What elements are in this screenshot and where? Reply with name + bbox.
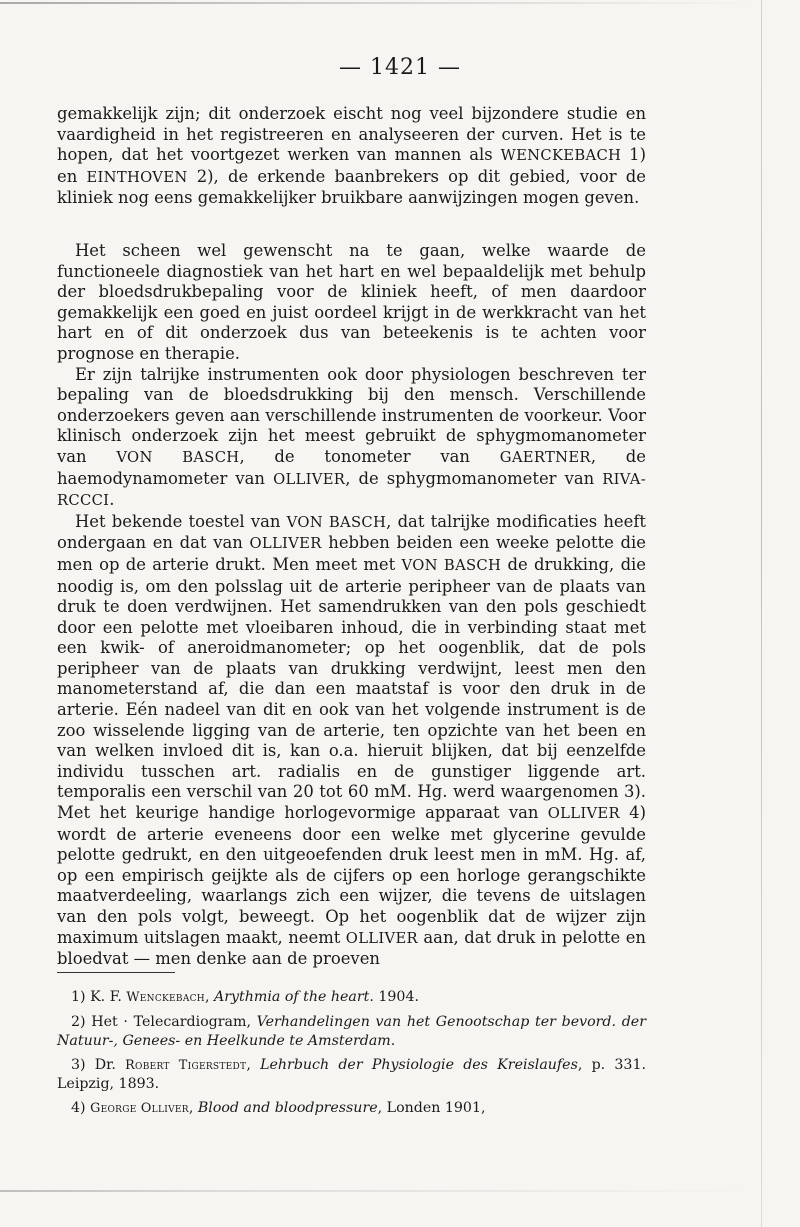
footnote-separator: ,: [246, 1056, 261, 1073]
name-von-basch: VON BASCH: [116, 448, 240, 466]
footnote-4: [57, 1099, 646, 1119]
footnote-author: Het · Telecardiogram,: [91, 1013, 257, 1030]
scan-top-edge: [0, 2, 760, 4]
footnote-title: Blood and bloodpressure: [197, 1099, 378, 1116]
footnote-title: Arythmia of the heart: [213, 989, 370, 1005]
footnote-2: [57, 1013, 646, 1051]
name-einthoven: EINTHOVEN: [86, 168, 188, 186]
footnote-rest: .: [390, 1033, 396, 1050]
text-run: , de tonometer van: [239, 446, 500, 466]
footnote-rest: , Londen 1901,: [377, 1099, 486, 1116]
footnote-author: Dr.: [94, 1056, 126, 1073]
footnote-rest: . 1904.: [369, 989, 419, 1005]
footnote-author: K. F.: [90, 989, 127, 1005]
text-run: 2), de erkende baanbrekers op dit gebied, voor de kliniek nog eens gemakkelijker bruikbare aanwijzingen mogen geven.: [57, 166, 646, 208]
name-von-basch: VON BASCH: [286, 513, 387, 531]
footnote-divider: [57, 972, 175, 973]
text-run: .: [109, 490, 115, 510]
footnotes: [57, 988, 646, 1124]
text-run: 1) en: [57, 145, 646, 186]
footnote-number: 3): [71, 1056, 86, 1073]
body-text: [57, 241, 646, 970]
text-run: Er zijn talrijke instrumenten ook door physiologen beschreven ter bepaling van de bloedsdrukking bij den mensch. Verschillende onderzoekers geven aan verschillende instrumenten de voorkeur. Voor klinisch onderzoek zijn het meest gebruikt de sphygmomanometer van: [57, 364, 646, 466]
footnote-1: [57, 988, 646, 1008]
scan-right-edge: [761, 0, 762, 1227]
text-run: gemakkelijk zijn; dit onderzoek eischt nog veel bijzondere studie en vaardigheid in het registreeren en analyseeren der curven. Het is te hopen, dat het voortgezet werken van mannen als: [57, 104, 646, 165]
footnote-author-name: Wenckebach: [126, 990, 205, 1005]
footnote-number: 1): [71, 989, 86, 1005]
name-olliver: OLLIVER: [547, 805, 620, 823]
text-run: de drukking, die noodig is, om den polsslag uit de arterie peripheer van de plaats van druk te doen verdwijnen. Het samendrukken van den pols geschiedt door een pelotte met vloeibaren inhoud, die in verbinding staat met een kwik- of aneroidmanometer; op het oogenblik, dat de pols peripheer van de plaats van drukking verdwijnt, leest men den manometerstand af, die dan een maatstaf is voor den druk in de arterie. Eén nadeel van dit en ook van het volgende instrument is de zoo wisselende ligging van de arterie, ten opzichte van het been en van welken invloed dit is, kan o.a. hieruit blijken, dat bij eenzelfde individu tusschen art. radialis en de gunstiger liggende art. temporalis een verschil van 20 tot 60 mM. Hg. werd waargenomen 3). Met het keurige handige horlogevormige apparaat van: [57, 554, 647, 823]
text-run: , de sphygmomanometer van: [345, 468, 603, 488]
name-von-basch: VON BASCH: [401, 556, 502, 574]
paragraph-von-basch-apparatus: [57, 512, 646, 970]
scan-bottom-edge: [0, 1190, 760, 1192]
name-olliver: OLLIVER: [249, 535, 322, 553]
text-run: , de haemodynamometer van: [57, 446, 646, 488]
paragraph-functional-diagnostics: Het scheen wel gewenscht na te gaan, welke waarde de functioneele diagnostiek van het hart en wel bepaaldelijk met behulp der bloedsdrukbepaling voor de kliniek heeft, of men daardoor gemakkelijk een goed en juist oordeel krijgt in de werkkracht van het hart en of dit onderzoek dus van beteekenis is te achten voor prognose en therapie.: [57, 241, 646, 363]
name-riva-rocci: RIVA-RCCCI: [57, 470, 646, 510]
intro-paragraph: [57, 104, 646, 209]
name-wenckebach: WENCKEBACH: [500, 147, 622, 165]
footnote-title: Lehrbuch der Physiologie des Kreislaufes: [260, 1056, 578, 1073]
footnote-separator: ,: [204, 989, 214, 1005]
name-olliver: OLLIVER: [345, 929, 418, 947]
text-run: , dat talrijke modificaties heeft ondergaan en dat van: [57, 511, 646, 553]
footnote-3: [57, 1056, 646, 1094]
footnote-author-name: George Olliver: [90, 1100, 189, 1116]
footnote-separator: ,: [188, 1099, 198, 1116]
footnote-title: Verhandelingen van het Genootschap ter bevord. der Natuur-, Genees- en Heelkunde te Amsterdam: [57, 1013, 646, 1050]
footnote-number: 4): [71, 1099, 86, 1116]
text-run: aan, dat druk in pelotte en bloedvat — men denke aan de proeven: [57, 927, 646, 969]
footnote-author-name: Robert Tigerstedt: [125, 1057, 247, 1073]
text-run: Het bekende toestel van: [75, 511, 287, 531]
footnote-rest: , p. 331. Leipzig, 1893.: [57, 1056, 646, 1093]
name-olliver: OLLIVER: [273, 470, 346, 488]
name-gaertner: GAERTNER: [499, 448, 591, 466]
footnote-number: 2): [71, 1013, 86, 1030]
paragraph-instruments: [57, 365, 646, 512]
page-number: — 1421 —: [339, 55, 461, 80]
text-run: hebben beiden een weeke pelotte die men op de arterie drukt. Men meet met: [57, 533, 646, 574]
text-run: 4) wordt de arterie eveneens door een welke met glycerine gevulde pelotte gedrukt, en den uitgeoefenden druk leest men in mM. Hg. af, op een empirisch geijkte als de cijfers op een horloge gerangschikte maatverdeeling, waarlangs zich een wijzer, die tevens de uitslagen van den pols volgt, beweegt. Op het oogenblik dat de wijzer zijn maximum uitslagen maakt, neemt: [57, 803, 646, 947]
